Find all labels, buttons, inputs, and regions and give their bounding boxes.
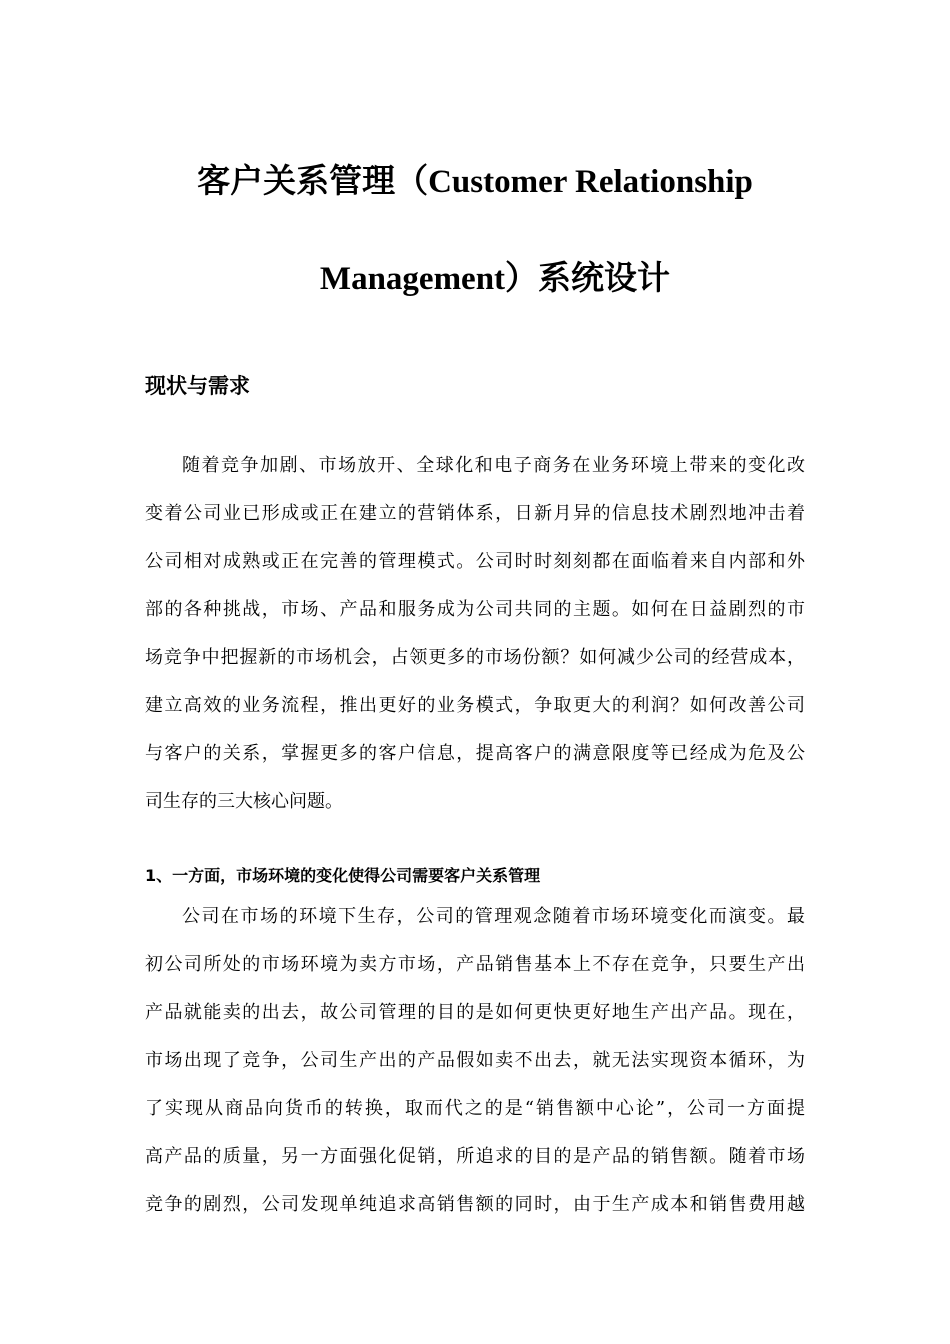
paragraph-line: 了实现从商品向货币的转换，取而代之的是“销售额中心论”，公司一方面提 <box>145 1098 805 1119</box>
document-title-line-1: 客户关系管理（Customer Relationship <box>197 164 753 200</box>
paragraph-line: 场竞争中把握新的市场机会，占领更多的市场份额？如何减少公司的经营成本， <box>145 647 805 668</box>
paragraph-line: 初公司所处的市场环境为卖方市场，产品销售基本上不存在竞争，只要生产出 <box>145 954 805 975</box>
paragraph-1 <box>145 455 805 839</box>
paragraph-line: 变着公司业已形成或正在建立的营销体系，日新月异的信息技术剧烈地冲击着 <box>145 503 805 524</box>
paragraph-line: 产品就能卖的出去，故公司管理的目的是如何更快更好地生产出产品。现在， <box>145 1002 805 1023</box>
paragraph-line: 司生存的三大核心问题。 <box>145 791 343 812</box>
paragraph-line: 公司在市场的环境下生存，公司的管理观念随着市场环境变化而演变。最 <box>182 906 805 927</box>
paragraph-line: 市场出现了竞争，公司生产出的产品假如卖不出去，就无法实现资本循环，为 <box>145 1050 805 1071</box>
paragraph-line: 部的各种挑战，市场、产品和服务成为公司共同的主题。如何在日益剧烈的市 <box>145 599 805 620</box>
document-title-line-2: Management）系统设计 <box>319 261 671 297</box>
paragraph-line: 随着竞争加剧、市场放开、全球化和电子商务在业务环境上带来的变化改 <box>182 455 805 476</box>
section-heading: 现状与需求 <box>145 374 250 398</box>
paragraph-line: 建立高效的业务流程，推出更好的业务模式，争取更大的利润？如何改善公司 <box>145 695 805 716</box>
paragraph-line: 与客户的关系，掌握更多的客户信息，提高客户的满意限度等已经成为危及公 <box>145 743 805 764</box>
paragraph-line: 竞争的剧烈，公司发现单纯追求高销售额的同时，由于生产成本和销售费用越 <box>145 1194 805 1215</box>
paragraph-2 <box>145 906 805 1242</box>
subsection-heading: 1、一方面，市场环境的变化使得公司需要客户关系管理 <box>145 866 541 885</box>
paragraph-line: 高产品的质量，另一方面强化促销，所追求的目的是产品的销售额。随着市场 <box>145 1146 805 1167</box>
paragraph-line: 公司相对成熟或正在完善的管理模式。公司时时刻刻都在面临着来自内部和外 <box>145 551 805 572</box>
